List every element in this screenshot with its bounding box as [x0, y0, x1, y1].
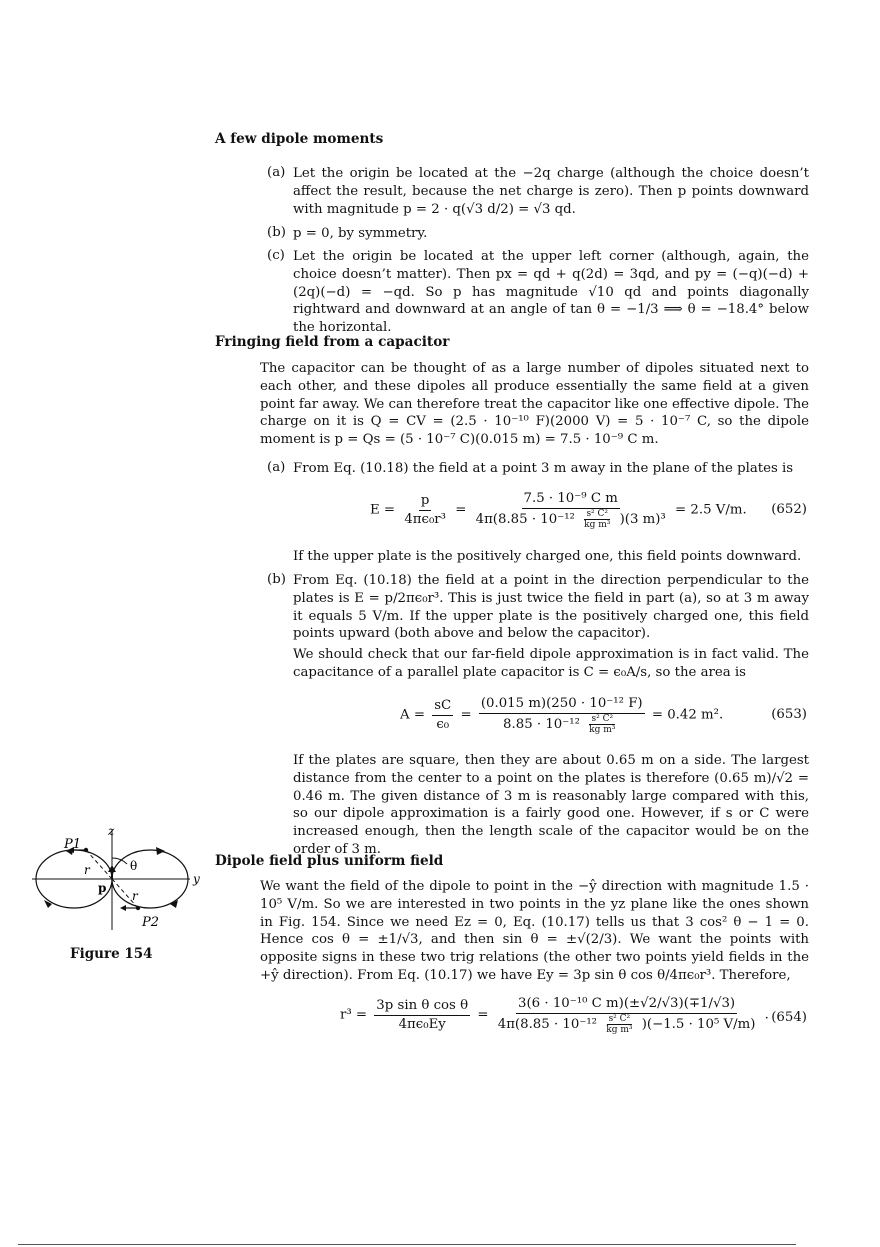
equation-number-653: (653) — [771, 707, 807, 722]
field-arrowhead-p2 — [120, 905, 126, 911]
label-theta: θ — [130, 859, 138, 873]
fraction — [432, 697, 453, 734]
fraction — [479, 695, 645, 735]
item-label-b: (b) — [267, 225, 286, 240]
eq-sign: = — [460, 707, 472, 723]
dipole-item-b-text: p = 0, by symmetry. — [293, 226, 428, 241]
fraction — [374, 997, 470, 1034]
eq-lhs: E = — [370, 502, 396, 518]
label-r2: r — [132, 889, 138, 903]
equation-653 — [400, 695, 723, 735]
eq-rhs: . — [764, 1007, 769, 1023]
fraction-denominator: ϵ₀ — [436, 716, 450, 732]
loop-arrow — [156, 847, 165, 855]
unit-fraction — [604, 1014, 634, 1035]
fraction-numerator: p — [419, 492, 432, 511]
unit-fraction — [582, 509, 612, 530]
label-r1: r — [84, 863, 90, 877]
item-label-b: (b) — [267, 572, 286, 587]
unit-denominator: kg m³ — [606, 1025, 633, 1035]
figure-caption: Figure 154 — [70, 946, 153, 962]
fringing-after-653: If the plates are square, then they are about 0.65 m on a side. The largest distance from the center to a point on the plates is therefore (0.65 m)/√2 = 0.46 m. The given distance of 3 m is reasonably large compared with this, so our dipole approximation is a fairly good one. However, if s or C were increased enough, then the length scale of the capacitor would be on the order of 3 m. — [293, 753, 809, 857]
section-title-dipole-uniform: Dipole field plus uniform field — [215, 853, 444, 869]
dipole-uniform-text: We want the field of the dipole to point in the −ŷ direction with magnitude 1.5 · 10⁵ V/m. So we are interested in two points in the yz plane like the ones shown in Fig. 154. Since we need Ez = 0, Eq. (10.17) tells us that 3 cos² θ − 1 = 0. Hence cos θ = ±1/√3, and then sin θ = ±√(2/3). We want the points with opposite signs in these two trig relations (the other two points yield fields in the +ŷ direction). From Eq. (10.17) we have Ey = 3p sin θ cos θ/4πϵ₀r³. Therefore, — [260, 879, 809, 983]
denominator-part-b: )(3 m)³ — [619, 512, 666, 527]
fraction-denominator — [474, 509, 668, 530]
fraction — [496, 995, 758, 1035]
label-y: y — [193, 872, 200, 886]
item-label-a: (a) — [267, 165, 286, 180]
fraction-numerator: 7.5 · 10⁻⁹ C m — [522, 490, 620, 509]
equation-number-652: (652) — [771, 502, 807, 517]
eq-rhs: = 0.42 m². — [651, 707, 724, 723]
label-p2: P2 — [142, 915, 160, 930]
fringing-b-text: From Eq. (10.18) the field at a point in the direction perpendicular to the plates is E = p/2πϵ₀r³. This is just twice the field in part (a), so at 3 m away it equals 5 V/m. If the upper plate is the positively charged one, this field points upward (both above and below the capacitor). — [293, 573, 809, 642]
section-title-dipole-moments: A few dipole moments — [215, 131, 384, 147]
unit-denominator: kg m³ — [589, 725, 616, 735]
fringing-check: We should check that our far-field dipole approximation is in fact valid. The capacitance of a parallel plate capacitor is C = ϵ₀A/s, so the area is — [293, 647, 809, 680]
label-p1: P1 — [64, 837, 82, 852]
fraction — [402, 492, 448, 529]
section-title-fringing: Fringing field from a capacitor — [215, 334, 450, 350]
denominator-part-a: 8.85 · 10⁻¹² — [503, 717, 580, 732]
radius-line-p1 — [86, 850, 112, 879]
label-p: p — [98, 881, 107, 895]
fringing-intro: The capacitor can be thought of as a large number of dipoles situated next to each other, and these dipoles all produce essentially the same field at a given point far away. We can therefore treat the capacitor like one effective dipole. The charge on it is Q = CV = (2.5 · 10⁻¹⁰ F)(2000 V) = 5 · 10⁻⁷ C, so the dipole moment is p = Qs = (5 · 10⁻⁷ C)(0.015 m) = 7.5 · 10⁻⁹ C m. — [260, 361, 809, 448]
eq-sign: = — [455, 502, 467, 518]
page-bottom-rule — [18, 1244, 796, 1245]
dipole-item-c-text: Let the origin be located at the upper left corner (although, again, the choice doesn’t matter). Then px = qd + q(2d) = 3qd, and py = (−q)(−d) + (2q)(−d) = −qd. So p has magnitude √10 qd and points diagonally rightward and downward at an angle of tan θ = −1/3 ⟹ θ = −18.4° below the horizontal. — [293, 249, 809, 336]
fraction-denominator: 4πϵ₀Ey — [398, 1016, 446, 1032]
denominator-part-b: )(−1.5 · 10⁵ V/m) — [641, 1017, 756, 1032]
fraction — [474, 490, 668, 530]
fraction-numerator: (0.015 m)(250 · 10⁻¹² F) — [479, 695, 645, 714]
denominator-part-a: 4π(8.85 · 10⁻¹² — [497, 1017, 598, 1032]
eq-lhs: r³ = — [340, 1007, 368, 1023]
label-z: z — [108, 824, 115, 838]
loop-arrow — [44, 900, 52, 908]
denominator-part-a: 4π(8.85 · 10⁻¹² — [475, 512, 575, 527]
eq-rhs: = 2.5 V/m. — [675, 502, 747, 518]
unit-numerator: s² C² — [591, 714, 614, 724]
unit-numerator: s² C² — [586, 509, 609, 519]
fringing-a-text: From Eq. (10.18) the field at a point 3 m away in the plane of the plates is — [293, 461, 794, 476]
unit-denominator: kg m³ — [584, 520, 611, 530]
fraction-denominator: 4πϵ₀r³ — [404, 511, 446, 527]
figure-154-diagram — [28, 822, 206, 934]
dipole-item-a-text: Let the origin be located at the −2q charge (although the choice doesn’t affect the result, because the net charge is zero). Then p points downward with magnitude p = 2 · q(√3 d/2) = √3 qd. — [293, 166, 809, 217]
fraction-numerator: 3(6 · 10⁻¹⁰ C m)(±√2/√3)(∓1/√3) — [516, 995, 737, 1014]
eq-sign: = — [477, 1007, 489, 1023]
fraction-numerator: 3p sin θ cos θ — [374, 997, 470, 1016]
eq-lhs: A = — [400, 707, 425, 723]
equation-652 — [370, 490, 747, 530]
fringing-a-after: If the upper plate is the positively charged one, this field points downward. — [293, 549, 802, 564]
unit-numerator: s² C² — [608, 1014, 631, 1024]
fraction-denominator — [496, 1014, 758, 1035]
equation-654 — [340, 995, 769, 1035]
item-label-a: (a) — [267, 460, 286, 475]
fraction-denominator — [501, 714, 622, 735]
equation-number-654: (654) — [771, 1010, 807, 1025]
item-label-c: (c) — [267, 248, 285, 263]
unit-fraction — [587, 714, 617, 735]
fraction-numerator: sC — [432, 697, 453, 716]
